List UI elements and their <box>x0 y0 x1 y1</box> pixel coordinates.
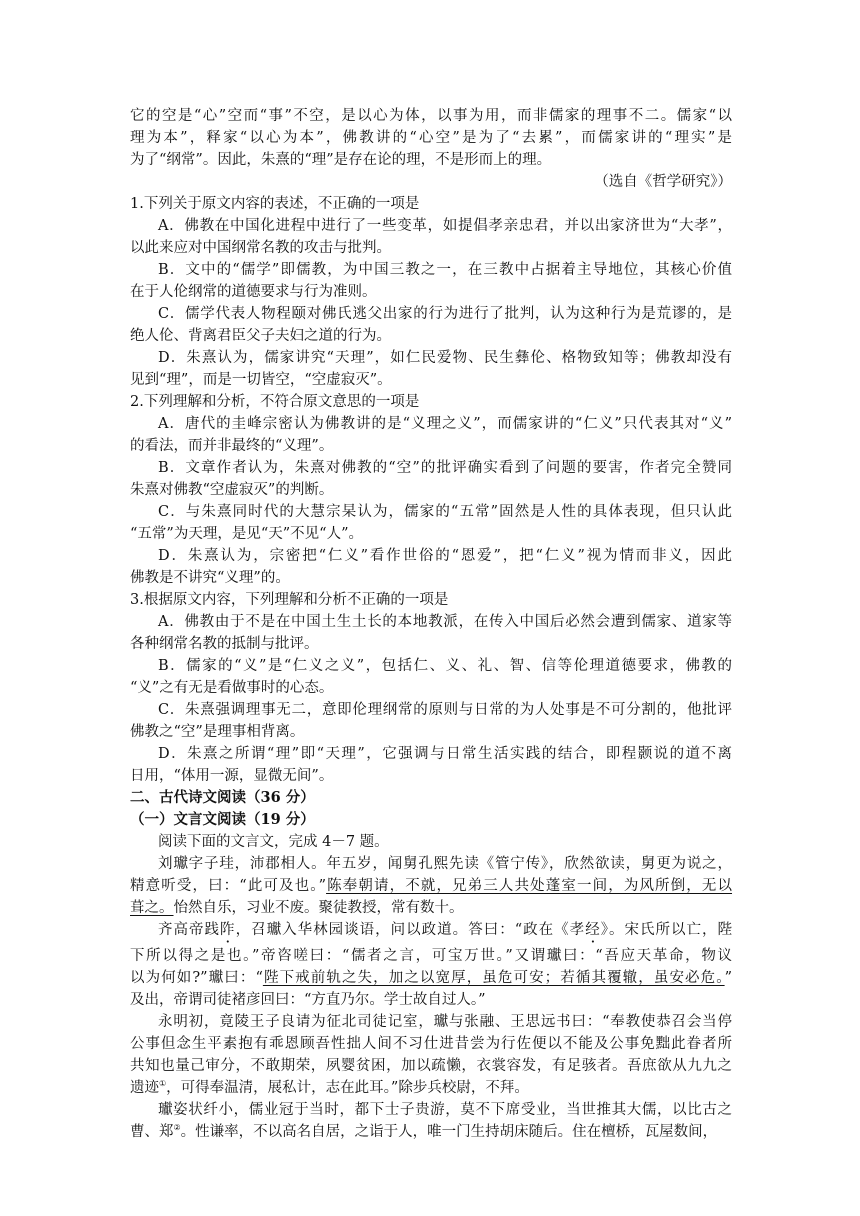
emphasis-dot-char: 阼 <box>220 922 236 938</box>
option-line: 日用，“体用一源，显微无间”。 <box>130 768 334 784</box>
option-line: A．佛教在中国化进程中进行了一些变革，如提倡孝亲忠君，并以出家济世为“大孝”， <box>158 218 732 234</box>
question-3-stem: 3.根据原文内容，下列理解和分析不正确的一项是 <box>130 592 449 608</box>
option-line: 各种纲常名教的抵制与批评。 <box>130 636 319 652</box>
question-1-stem: 1.下列关于原文内容的表述，不正确的一项是 <box>130 196 420 212</box>
option-line: D．朱熹之所谓“理”即“天理”，它强调与日常生活实践的结合，即程颢说的道不离 <box>158 746 732 762</box>
passage-line: 瓛姿状纤小，儒业冠于当时，都下士子贵游，莫不下席受业，当世推其大儒，以比古之 <box>158 1102 732 1118</box>
text-line: 理为本”，释家“以心为本”，佛教讲的“心空”是为了“去累”，而儒家讲的“理实”是 <box>130 130 732 146</box>
passage-line-unpunctuated: 公事但念生平素抱有乖恩顾吾性拙人间不习仕进昔尝为行佐便以不能及公事免黜此眷者所 <box>130 1036 732 1052</box>
option-line: 在于人伦纲常的道德要求与行为准则。 <box>130 284 377 300</box>
option-line: B．文章作者认为，朱熹对佛教的“空”的批评确实看到了问题的要害，作者完全赞同 <box>158 460 732 476</box>
underlined-sentence: 陈奉朝请，不就，兄弟三人共处蓬室一间，为风所倒，无以 <box>326 878 733 894</box>
option-line: 绝人伦、背离君臣父子夫妇之道的行为。 <box>130 328 391 344</box>
source-citation: （选自《哲学研究》） <box>594 174 732 190</box>
option-line: 以此来应对中国纲常名教的攻击与批判。 <box>130 240 391 256</box>
passage-line: 永明初，竟陵王子良请为征北司徒记室，瓛与张融、王思远书曰：“奉教使恭召会当停 <box>158 1014 732 1030</box>
underlined-sentence: 陛下戒前轨之失，加之以宽厚，虽危可安；若循其覆辙，虽安必危。 <box>262 970 725 986</box>
option-line: C．儒学代表人物程颐对佛氏逃父出家的行为进行了批判，认为这种行为是荒谬的，是 <box>158 306 732 322</box>
text-line: 它的空是“心”空而“事”不空，是以心为体，以事为用，而非儒家的理事不二。儒家“以 <box>130 108 732 124</box>
option-line: C．朱熹强调理事无二，意即伦理纲常的原则与日常的为人处事是不可分割的，他批评 <box>158 702 732 718</box>
footnote-marker: ① <box>159 1079 167 1088</box>
option-line: A．唐代的圭峰宗密认为佛教讲的是“义理之义”，而儒家讲的“仁义”只代表其对“义” <box>158 416 732 432</box>
option-line: “义”之有无是看做事时的心态。 <box>130 680 334 696</box>
section-heading: 二、古代诗文阅读（36 分） <box>130 789 315 806</box>
option-line: 朱熹对佛教“空虚寂灭”的判断。 <box>130 482 334 498</box>
passage-line: 及出，帝谓司徒褚彦回曰：“方直乃尔。学士故自过人。” <box>130 992 486 1008</box>
option-line: 佛教之“空”是理事相背离。 <box>130 724 305 740</box>
option-line: D．朱熹认为，宗密把“仁义”看作世俗的“恩爱”，把“仁义”视为情而非义，因此 <box>158 548 732 564</box>
passage-line: 刘瓛字子珪，沛郡相人。年五岁，闻舅孔熙先读《管宁传》，欣然欲读，舅更为说之， <box>158 856 732 872</box>
passage-line: 以为何如?”瓛曰：“陛下戒前轨之失，加之以宽厚，虽危可安；若循其覆辙，虽安必危。” <box>130 970 733 986</box>
option-line: A．佛教由于不是在中国土生土长的本地教派，在传入中国后必然会遭到儒家、道家等 <box>158 614 732 630</box>
option-line: 见到“理”，而是一切皆空，“空虚寂灭”。 <box>130 372 392 388</box>
passage-line: 葺之。怡然自乐，习业不废。聚徒教授，常有数十。 <box>130 900 464 916</box>
question-2-stem: 2.下列理解和分析，不符合原文意思的一项是 <box>130 394 420 410</box>
passage-line-dotted: 齐高帝践阼，召瓛入华林园谈语，问以政道。答曰：“政在《孝经》。宋氏所以亡，陛 <box>158 922 733 938</box>
option-line: D．朱熹认为，儒家讲究“天理”，如仁民爱物、民生彝伦、格物致知等；佛教却没有 <box>158 350 732 366</box>
passage-line: 下所以得之是也。”帝咨嗟曰：“儒者之言，可宝万世。”又谓瓛曰：“吾应天革命，物议 <box>130 948 732 964</box>
passage-line: 曹、郑②。性谦率，不以高名自居，之诣于人，唯一门生持胡床随后。住在檀桥，瓦屋数间， <box>130 1123 718 1140</box>
subsection-heading: （一）文言文阅读（19 分） <box>130 811 315 828</box>
footnote-marker: ② <box>173 1123 181 1132</box>
underlined-sentence: 葺之。 <box>130 900 174 916</box>
option-line: B．儒家的“义”是“仁义之义”，包括仁、义、礼、智、信等伦理道德要求，佛教的 <box>158 658 732 674</box>
passage-line: 遗迹①，可得奉温清，展私计，志在此耳。”除步兵校尉，不拜。 <box>130 1079 529 1096</box>
option-line: B．文中的“儒学”即儒教，为中国三教之一，在三教中占据着主导地位，其核心价值 <box>158 262 732 278</box>
passage-line: 精意听受，曰：“此可及也。”陈奉朝请，不就，兄弟三人共处蓬室一间，为风所倒，无以 <box>130 878 733 894</box>
instruction-line: 阅读下面的文言文，完成 4－7 题。 <box>158 834 389 850</box>
option-line: 佛教是不讲究“义理”的。 <box>130 570 290 586</box>
option-line: 的看法，而并非最终的“义理”。 <box>130 438 334 454</box>
text-line: 为了“纲常”。因此，朱熹的“理”是存在论的理，不是形而上的理。 <box>130 152 552 168</box>
option-line: C．与朱熹同时代的大慧宗杲认为，儒家的“五常”固然是人性的具体表现，但只认此 <box>158 504 732 520</box>
emphasis-dot-char: 经 <box>585 922 601 938</box>
passage-line: 共知也量己审分，不敢期荣，夙婴贫困，加以疏懒，衣裳容发，有足骇者。吾庶欲从九九之 <box>130 1058 732 1074</box>
option-line: “五常”为天理，是见“天”不见“人”。 <box>130 526 363 542</box>
